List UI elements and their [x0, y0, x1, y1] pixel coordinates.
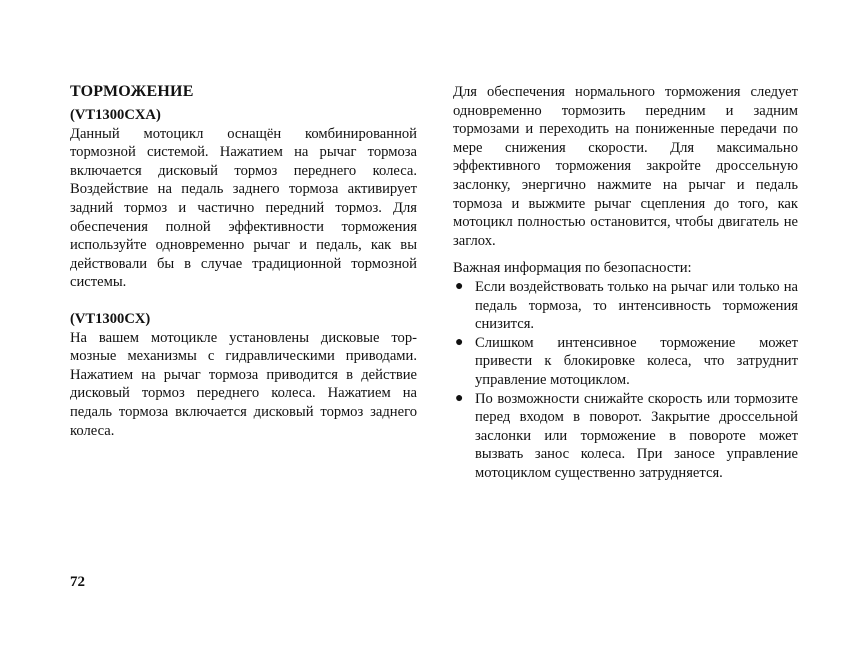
paragraph-braking-advice: Для обеспечения нормального торможения следует одновременно тормозить передним и задним тормозами и переходить на пониженные передачи по мере снижения скорости. Для максимально эффективного торможения закройте дроссельную заслонку, энергично нажмите на рычаг и педаль тормоза и выжмите рычаг сцепления до того, как мотоцикл полностью остановится, чтобы двигатель не заглох.	[453, 84, 798, 249]
model-heading-vt1300cx: (VT1300CX)	[70, 310, 151, 327]
list-item-text: Если воздействовать только на рычаг или только на педаль тормоза, то интенсивность торможения снизится.	[475, 278, 798, 333]
paragraph-vt1300cxa: Данный мотоцикл оснащён комбинированной тормозной системой. Нажатием на рычаг тормоза включается дисковый тормоз переднего колеса. Воздействие на педаль заднего тормоза активирует задний тормоз и частично передний тормоз. Для обеспечения полной эффективности торможения используйте одновременно рычаг и педаль, как вы действовали бы в случае традиционной тормозной системы.	[70, 125, 417, 291]
spacer	[70, 292, 417, 310]
page-number: 72	[70, 574, 85, 590]
list-item	[453, 278, 798, 334]
list-item	[453, 334, 798, 390]
safety-heading: Важная информация по безопасности:	[453, 260, 692, 277]
bullet-icon: ●	[455, 390, 464, 406]
model-heading-vt1300cxa: (VT1300CXA)	[70, 107, 161, 123]
bullet-icon: ●	[455, 278, 464, 294]
section-title: ТОРМОЖЕНИЕ	[70, 83, 194, 100]
safety-list	[453, 278, 798, 483]
paragraph-vt1300cx: На вашем мотоцикле установлены дисковые тормозные механизмы с гидравлическими приводами. Нажатием на рычаг тормоза приводится в действие дисковый тормоз переднего колеса. Нажатием на педаль тормоза включается дисковый тормоз заднего колеса.	[70, 329, 417, 439]
right-column	[453, 83, 798, 482]
spacer	[453, 250, 798, 259]
list-item-text: Слишком интенсивное торможение может привести к блокировке колеса, что затруднит управление мотоциклом.	[475, 334, 798, 388]
bullet-icon: ●	[455, 334, 464, 350]
left-column	[70, 82, 417, 440]
list-item-text: По возможности снижайте скорость или тормозите перед входом в поворот. Закрытие дроссельной заслонки или торможение в повороте может вызвать занос колеса. При заносе управление мотоциклом существенно затрудняется.	[475, 390, 798, 481]
list-item	[453, 390, 798, 483]
